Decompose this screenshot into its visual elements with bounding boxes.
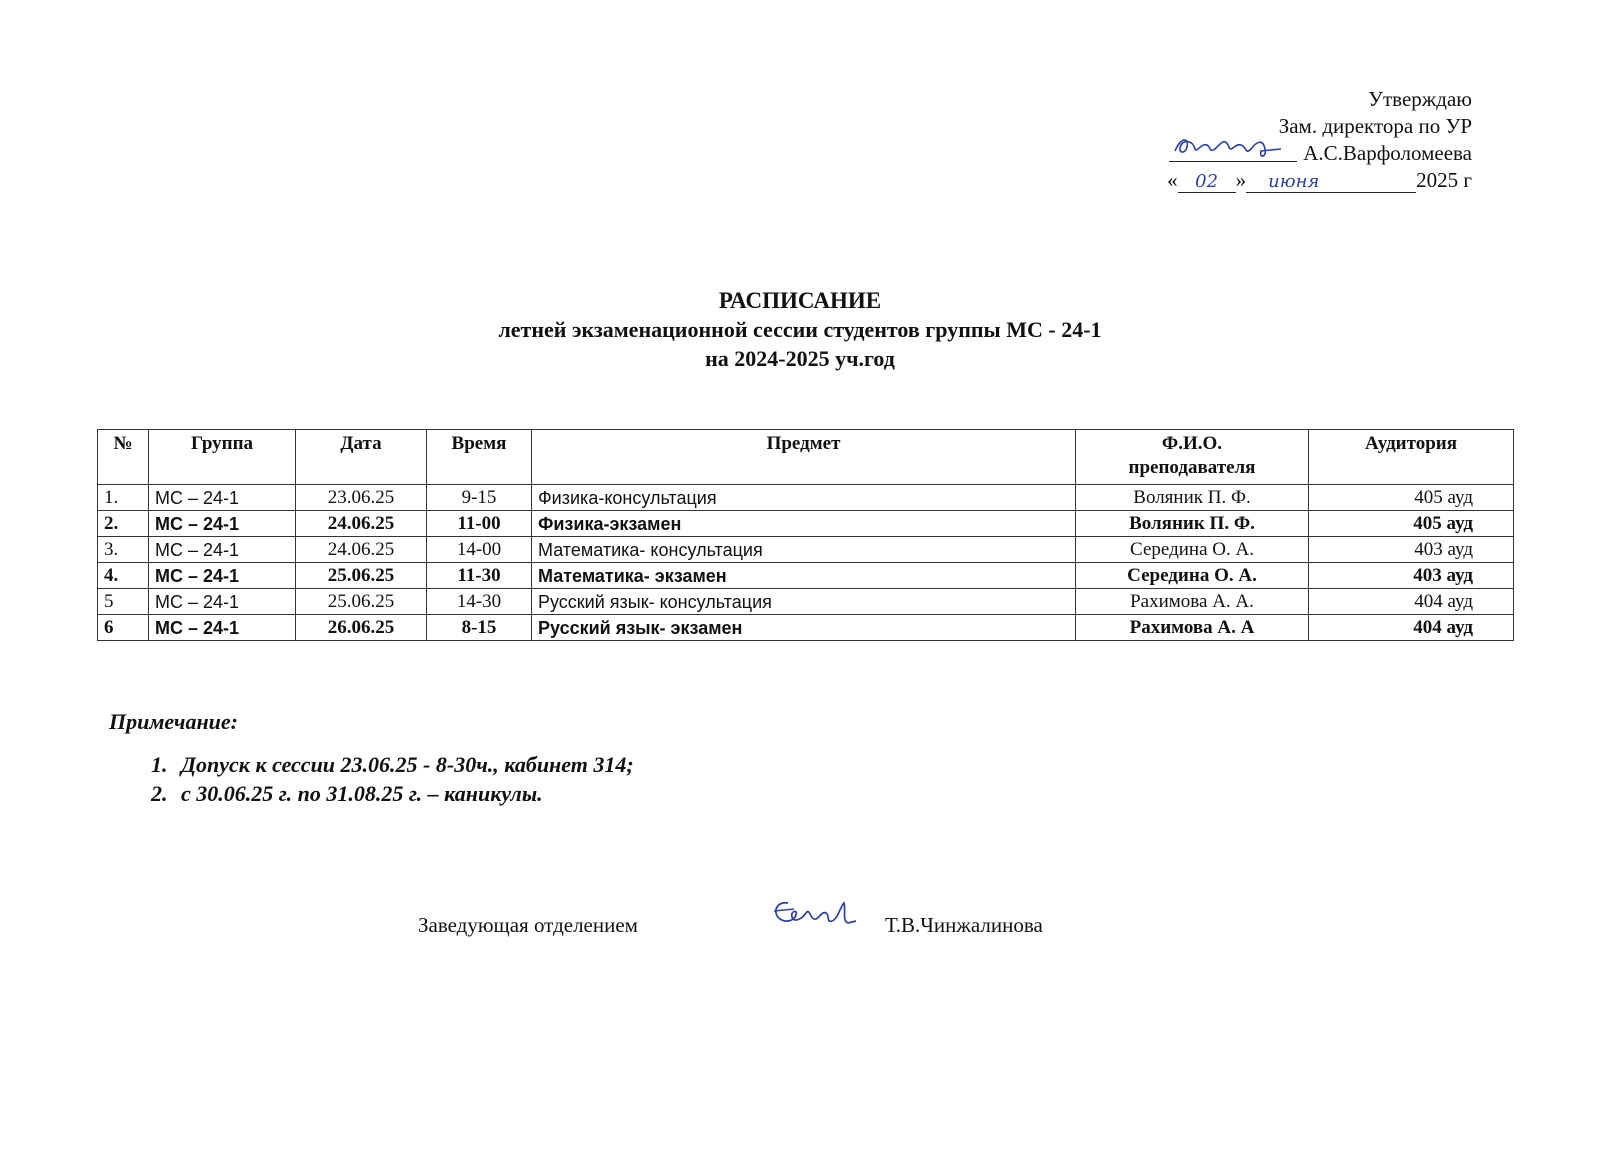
cell-teacher: Воляник П. Ф. (1076, 485, 1309, 511)
table-header-row (98, 430, 1514, 485)
cell-room: 405 ауд (1309, 485, 1514, 511)
cell-room: 403 ауд (1309, 537, 1514, 563)
approval-year: 2025 г (1416, 168, 1472, 192)
cell-subject: Математика- экзамен (532, 563, 1076, 589)
header-group: Группа (149, 430, 296, 485)
note-item: 2. с 30.06.25 г. по 31.08.25 г. – каникулы. (173, 779, 634, 808)
header-date: Дата (296, 430, 427, 485)
approval-day: 02 (1178, 172, 1236, 193)
cell-group: МС – 24-1 (149, 589, 296, 615)
table-row (98, 563, 1514, 589)
cell-group: МС – 24-1 (149, 537, 296, 563)
cell-group: МС – 24-1 (149, 615, 296, 641)
cell-teacher: Рахимова А. А. (1076, 589, 1309, 615)
cell-time: 11-00 (427, 511, 532, 537)
cell-room: 405 ауд (1309, 511, 1514, 537)
cell-room: 404 ауд (1309, 589, 1514, 615)
title-main: РАСПИСАНИЕ (718, 288, 882, 313)
date-quote-close: » (1235, 168, 1247, 192)
cell-subject: Русский язык- консультация (532, 589, 1076, 615)
table-row (98, 485, 1514, 511)
cell-time: 11-30 (427, 563, 532, 589)
cell-no: 1. (98, 485, 149, 511)
cell-teacher: Воляник П. Ф. (1076, 511, 1309, 537)
approval-block (1167, 86, 1472, 194)
footer-person: Т.В.Чинжалинова (885, 913, 1043, 937)
note-item: 1. Допуск к сессии 23.06.25 - 8-30ч., кабинет 314; (173, 750, 634, 779)
approval-date-line (1167, 167, 1472, 194)
cell-time: 14-30 (427, 589, 532, 615)
cell-no: 3. (98, 537, 149, 563)
cell-room: 403 ауд (1309, 563, 1514, 589)
cell-subject: Русский язык- экзамен (532, 615, 1076, 641)
header-no: № (98, 430, 149, 485)
table-row (98, 537, 1514, 563)
cell-group: МС – 24-1 (149, 563, 296, 589)
notes-heading: Примечание: (109, 709, 238, 734)
footer-role: Заведующая отделением (418, 913, 638, 937)
cell-no: 5 (98, 589, 149, 615)
header-teacher-line2: преподавателя (1128, 457, 1256, 478)
header-subject: Предмет (532, 430, 1076, 485)
date-quote-open: « (1167, 168, 1178, 192)
cell-time: 9-15 (427, 485, 532, 511)
cell-group: МС – 24-1 (149, 485, 296, 511)
cell-subject: Физика-консультация (532, 485, 1076, 511)
title-subtitle: летней экзаменационной сессии студентов группы МС - 24-1 (498, 317, 1102, 342)
approval-month: июня (1246, 172, 1416, 193)
cell-group: МС – 24-1 (149, 511, 296, 537)
cell-date: 26.06.25 (296, 615, 427, 641)
approval-heading: Утверждаю (1368, 87, 1472, 111)
cell-no: 6 (98, 615, 149, 641)
head-signature (766, 893, 862, 945)
cell-date: 24.06.25 (296, 511, 427, 537)
cell-no: 2. (98, 511, 149, 537)
header-teacher (1076, 430, 1309, 485)
document-title (0, 286, 1600, 373)
title-year: на 2024-2025 уч.год (705, 346, 895, 371)
deputy-signature (1169, 141, 1297, 162)
cell-room: 404 ауд (1309, 615, 1514, 641)
cell-subject: Математика- консультация (532, 537, 1076, 563)
notes-section (109, 707, 634, 808)
cell-no: 4. (98, 563, 149, 589)
approval-signer-name: А.С.Варфоломеева (1303, 141, 1472, 165)
cell-time: 8-15 (427, 615, 532, 641)
table-row (98, 511, 1514, 537)
cell-date: 25.06.25 (296, 563, 427, 589)
cell-teacher: Середина О. А. (1076, 537, 1309, 563)
cell-date: 23.06.25 (296, 485, 427, 511)
cell-teacher: Середина О. А. (1076, 563, 1309, 589)
notes-list (109, 750, 634, 808)
cell-date: 24.06.25 (296, 537, 427, 563)
cell-time: 14-00 (427, 537, 532, 563)
header-room: Аудитория (1309, 430, 1514, 485)
schedule-table (97, 429, 1514, 641)
header-time: Время (427, 430, 532, 485)
approval-signer-line (1167, 140, 1472, 167)
approval-position: Зам. директора по УР (1278, 114, 1472, 138)
cell-date: 25.06.25 (296, 589, 427, 615)
cell-teacher: Рахимова А. А (1076, 615, 1309, 641)
table-row (98, 589, 1514, 615)
table-row (98, 615, 1514, 641)
cell-subject: Физика-экзамен (532, 511, 1076, 537)
header-teacher-line1: Ф.И.О. (1161, 433, 1223, 454)
